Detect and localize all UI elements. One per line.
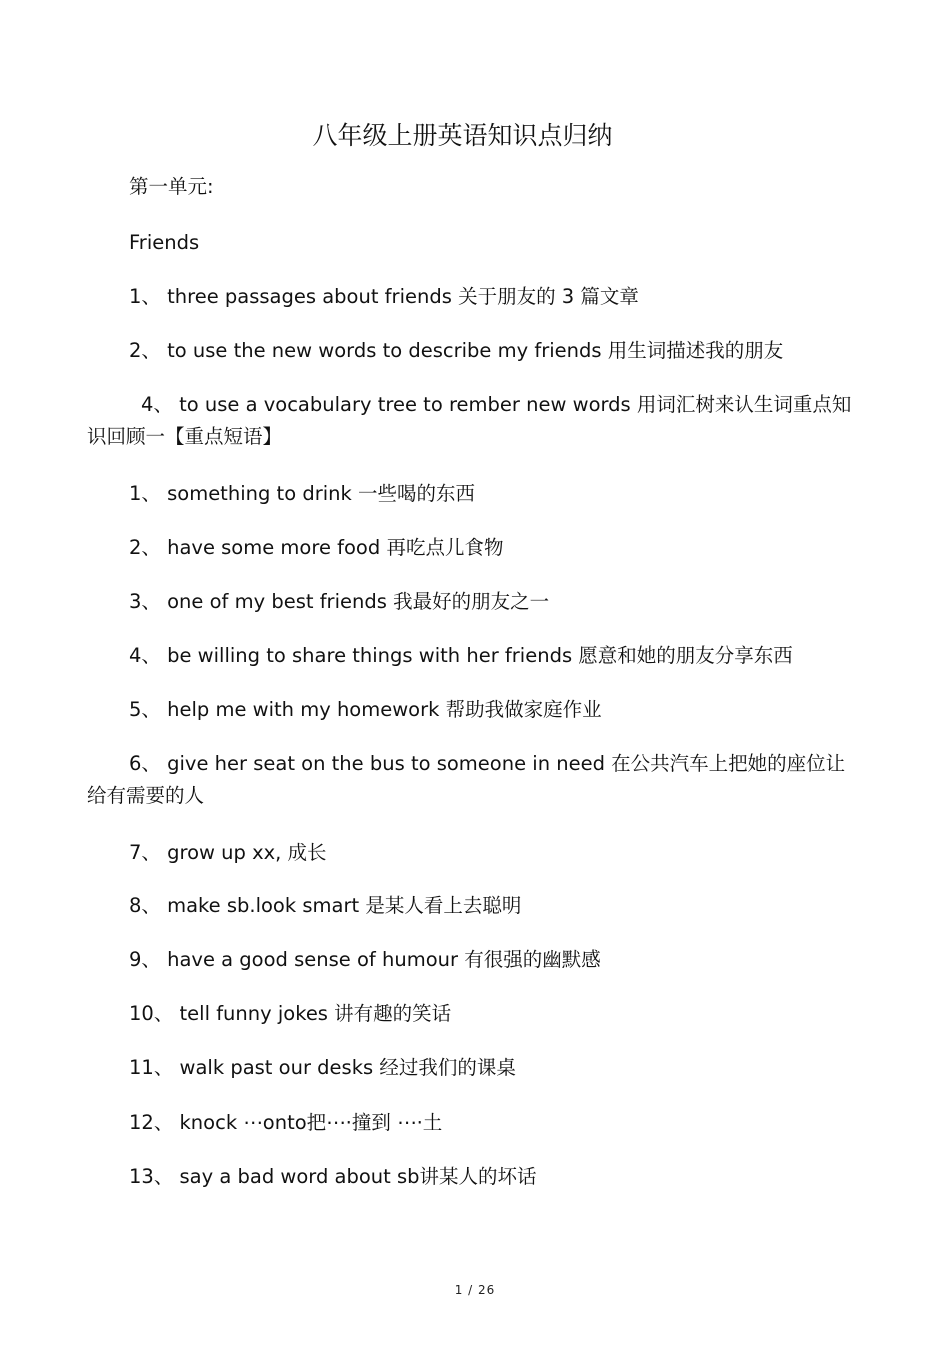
unit-name: Friends [129,231,200,254]
phrase-item-12: 12、 knock ⋯onto把⋯·撞到 ⋯·土 [129,1111,443,1134]
unit-heading: 第一单元: [129,175,214,198]
phrase-item-5: 5、 help me with my homework 帮助我做家庭作业 [129,698,602,721]
objective-item-4-line-2: 识回顾一【重点短语】 [87,425,283,448]
phrase-item-1: 1、 something to drink 一些喝的东西 [129,482,475,505]
phrase-item-7: 7、 grow up xx, 成长 [129,841,327,864]
phrase-item-11: 11、 walk past our desks 经过我们的课桌 [129,1056,516,1079]
phrase-item-10: 10、 tell funny jokes 讲有趣的笑话 [129,1002,452,1025]
phrase-item-8: 8、 make sb.look smart 是某人看上去聪明 [129,894,522,917]
phrase-item-6-line-2: 给有需要的人 [87,784,205,807]
objective-item-4-line-1: 4、 to use a vocabulary tree to rember new words 用词汇树来认生词重点知 [141,393,852,416]
phrase-item-13: 13、 say a bad word about sb讲某人的坏话 [129,1165,537,1188]
objective-item-1: 1、 three passages about friends 关于朋友的 3 篇文章 [129,285,639,308]
phrase-item-9: 9、 have a good sense of humour 有很强的幽默感 [129,948,601,971]
document-title: 八年级上册英语知识点归纳 [312,121,613,150]
phrase-item-6-line-1: 6、 give her seat on the bus to someone in need 在公共汽车上把她的座位让 [129,752,846,775]
phrase-item-2: 2、 have some more food 再吃点儿食物 [129,536,504,559]
page-indicator: 1 / 26 [454,1283,496,1297]
phrase-item-3: 3、 one of my best friends 我最好的朋友之一 [129,590,550,613]
objective-item-2: 2、 to use the new words to describe my friends 用生词描述我的朋友 [129,339,784,362]
phrase-item-4: 4、 be willing to share things with her friends 愿意和她的朋友分享东西 [129,644,793,667]
